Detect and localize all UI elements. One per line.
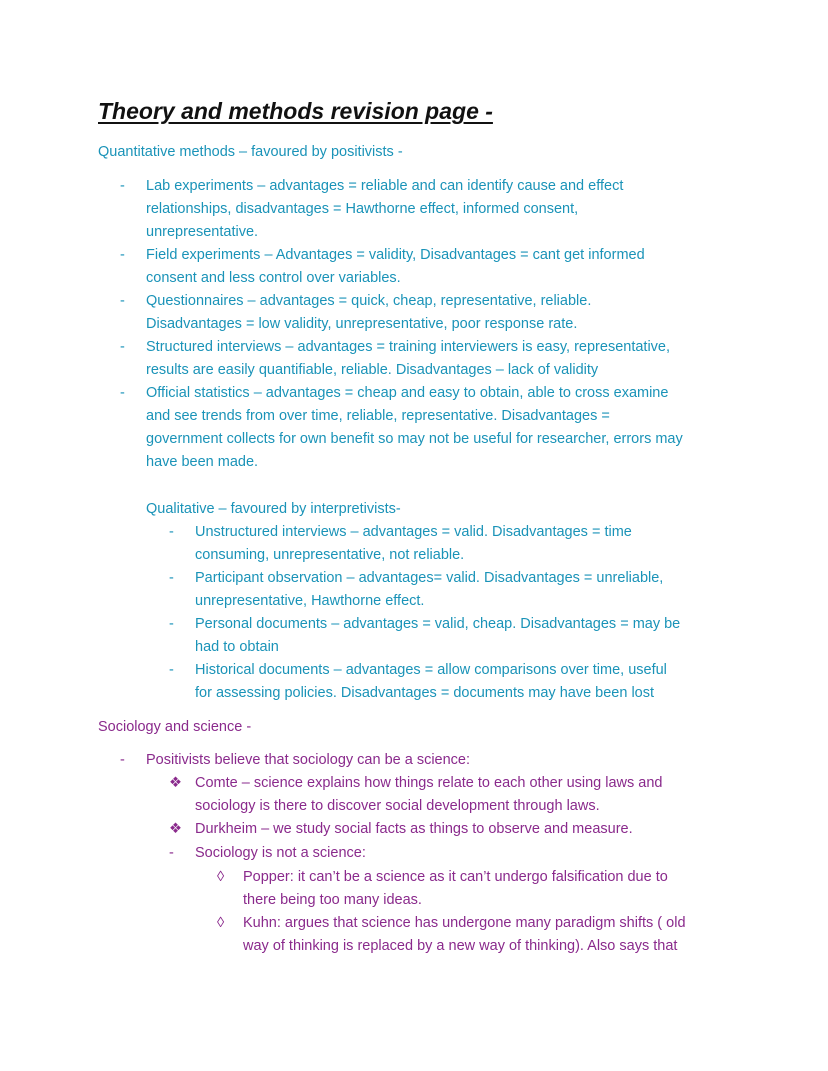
dash-bullet: - — [169, 616, 174, 632]
list-item-structured-interviews: - Structured interviews – advantages = training interviewers is easy, representative, results are easily quantifiable, reliable. Disadvantages – lack of validity — [146, 336, 746, 382]
diamond-star-bullet-icon: ❖ — [169, 821, 182, 837]
list-item-field-experiments: - Field experiments – Advantages = validity, Disadvantages = cant get informed consent and less control over variables. — [146, 244, 746, 290]
list-item-durkheim: ❖ Durkheim – we study social facts as things to observe and measure. — [195, 818, 755, 841]
dash-bullet: - — [120, 247, 125, 263]
sociology-science-heading: Sociology and science - — [98, 719, 252, 735]
list-item-unstructured-interviews: - Unstructured interviews – advantages = valid. Disadvantages = time consuming, unrepresentative, not reliable. — [195, 521, 755, 567]
dash-bullet: - — [120, 752, 125, 768]
dash-bullet: - — [120, 178, 125, 194]
list-item-participant-observation: - Participant observation – advantages= valid. Disadvantages = unreliable, unrepresentative, Hawthorne effect. — [195, 567, 755, 613]
dash-bullet: - — [120, 293, 125, 309]
list-item-personal-documents: - Personal documents – advantages = valid, cheap. Disadvantages = may be had to obtain — [195, 613, 755, 659]
list-item-popper: ◊ Popper: it can’t be a science as it can’t undergo falsification due to there being too many ideas. — [243, 866, 733, 912]
list-item-official-statistics: - Official statistics – advantages = cheap and easy to obtain, able to cross examine and see trends from over time, reliable, representative. Disadvantages = government collects for own benefit so may not be useful for researcher, errors may have been made. — [146, 382, 746, 474]
list-item-positivists: - Positivists believe that sociology can be a science: — [146, 749, 746, 772]
dash-bullet: - — [120, 339, 125, 355]
list-item-not-a-science: - Sociology is not a science: — [195, 842, 755, 865]
dash-bullet: - — [169, 570, 174, 586]
page-title: Theory and methods revision page - — [98, 98, 493, 124]
list-item-historical-documents: - Historical documents – advantages = allow comparisons over time, useful for assessing policies. Disadvantages = documents may have been lost — [195, 659, 755, 705]
dash-bullet: - — [169, 662, 174, 678]
diamond-outline-bullet-icon: ◊ — [217, 869, 225, 885]
diamond-outline-bullet-icon: ◊ — [217, 915, 225, 931]
list-item-questionnaires: - Questionnaires – advantages = quick, cheap, representative, reliable. Disadvantages = low validity, unrepresentative, poor response rate. — [146, 290, 746, 336]
dash-bullet: - — [169, 524, 174, 540]
list-item-kuhn: ◊ Kuhn: argues that science has undergone many paradigm shifts ( old way of thinking is replaced by a new way of thinking). Also says that — [243, 912, 733, 958]
list-item-lab-experiments: - Lab experiments – advantages = reliable and can identify cause and effect relationships, disadvantages = Hawthorne effect, informed consent, unrepresentative. — [146, 175, 746, 244]
diamond-star-bullet-icon: ❖ — [169, 775, 182, 791]
dash-bullet: - — [169, 845, 174, 861]
dash-bullet: - — [120, 385, 125, 401]
qualitative-heading: Qualitative – favoured by interpretivists- — [146, 501, 401, 517]
quantitative-heading: Quantitative methods – favoured by positivists - — [98, 144, 403, 160]
list-item-comte: ❖ Comte – science explains how things relate to each other using laws and sociology is there to discover social development through laws. — [195, 772, 755, 818]
